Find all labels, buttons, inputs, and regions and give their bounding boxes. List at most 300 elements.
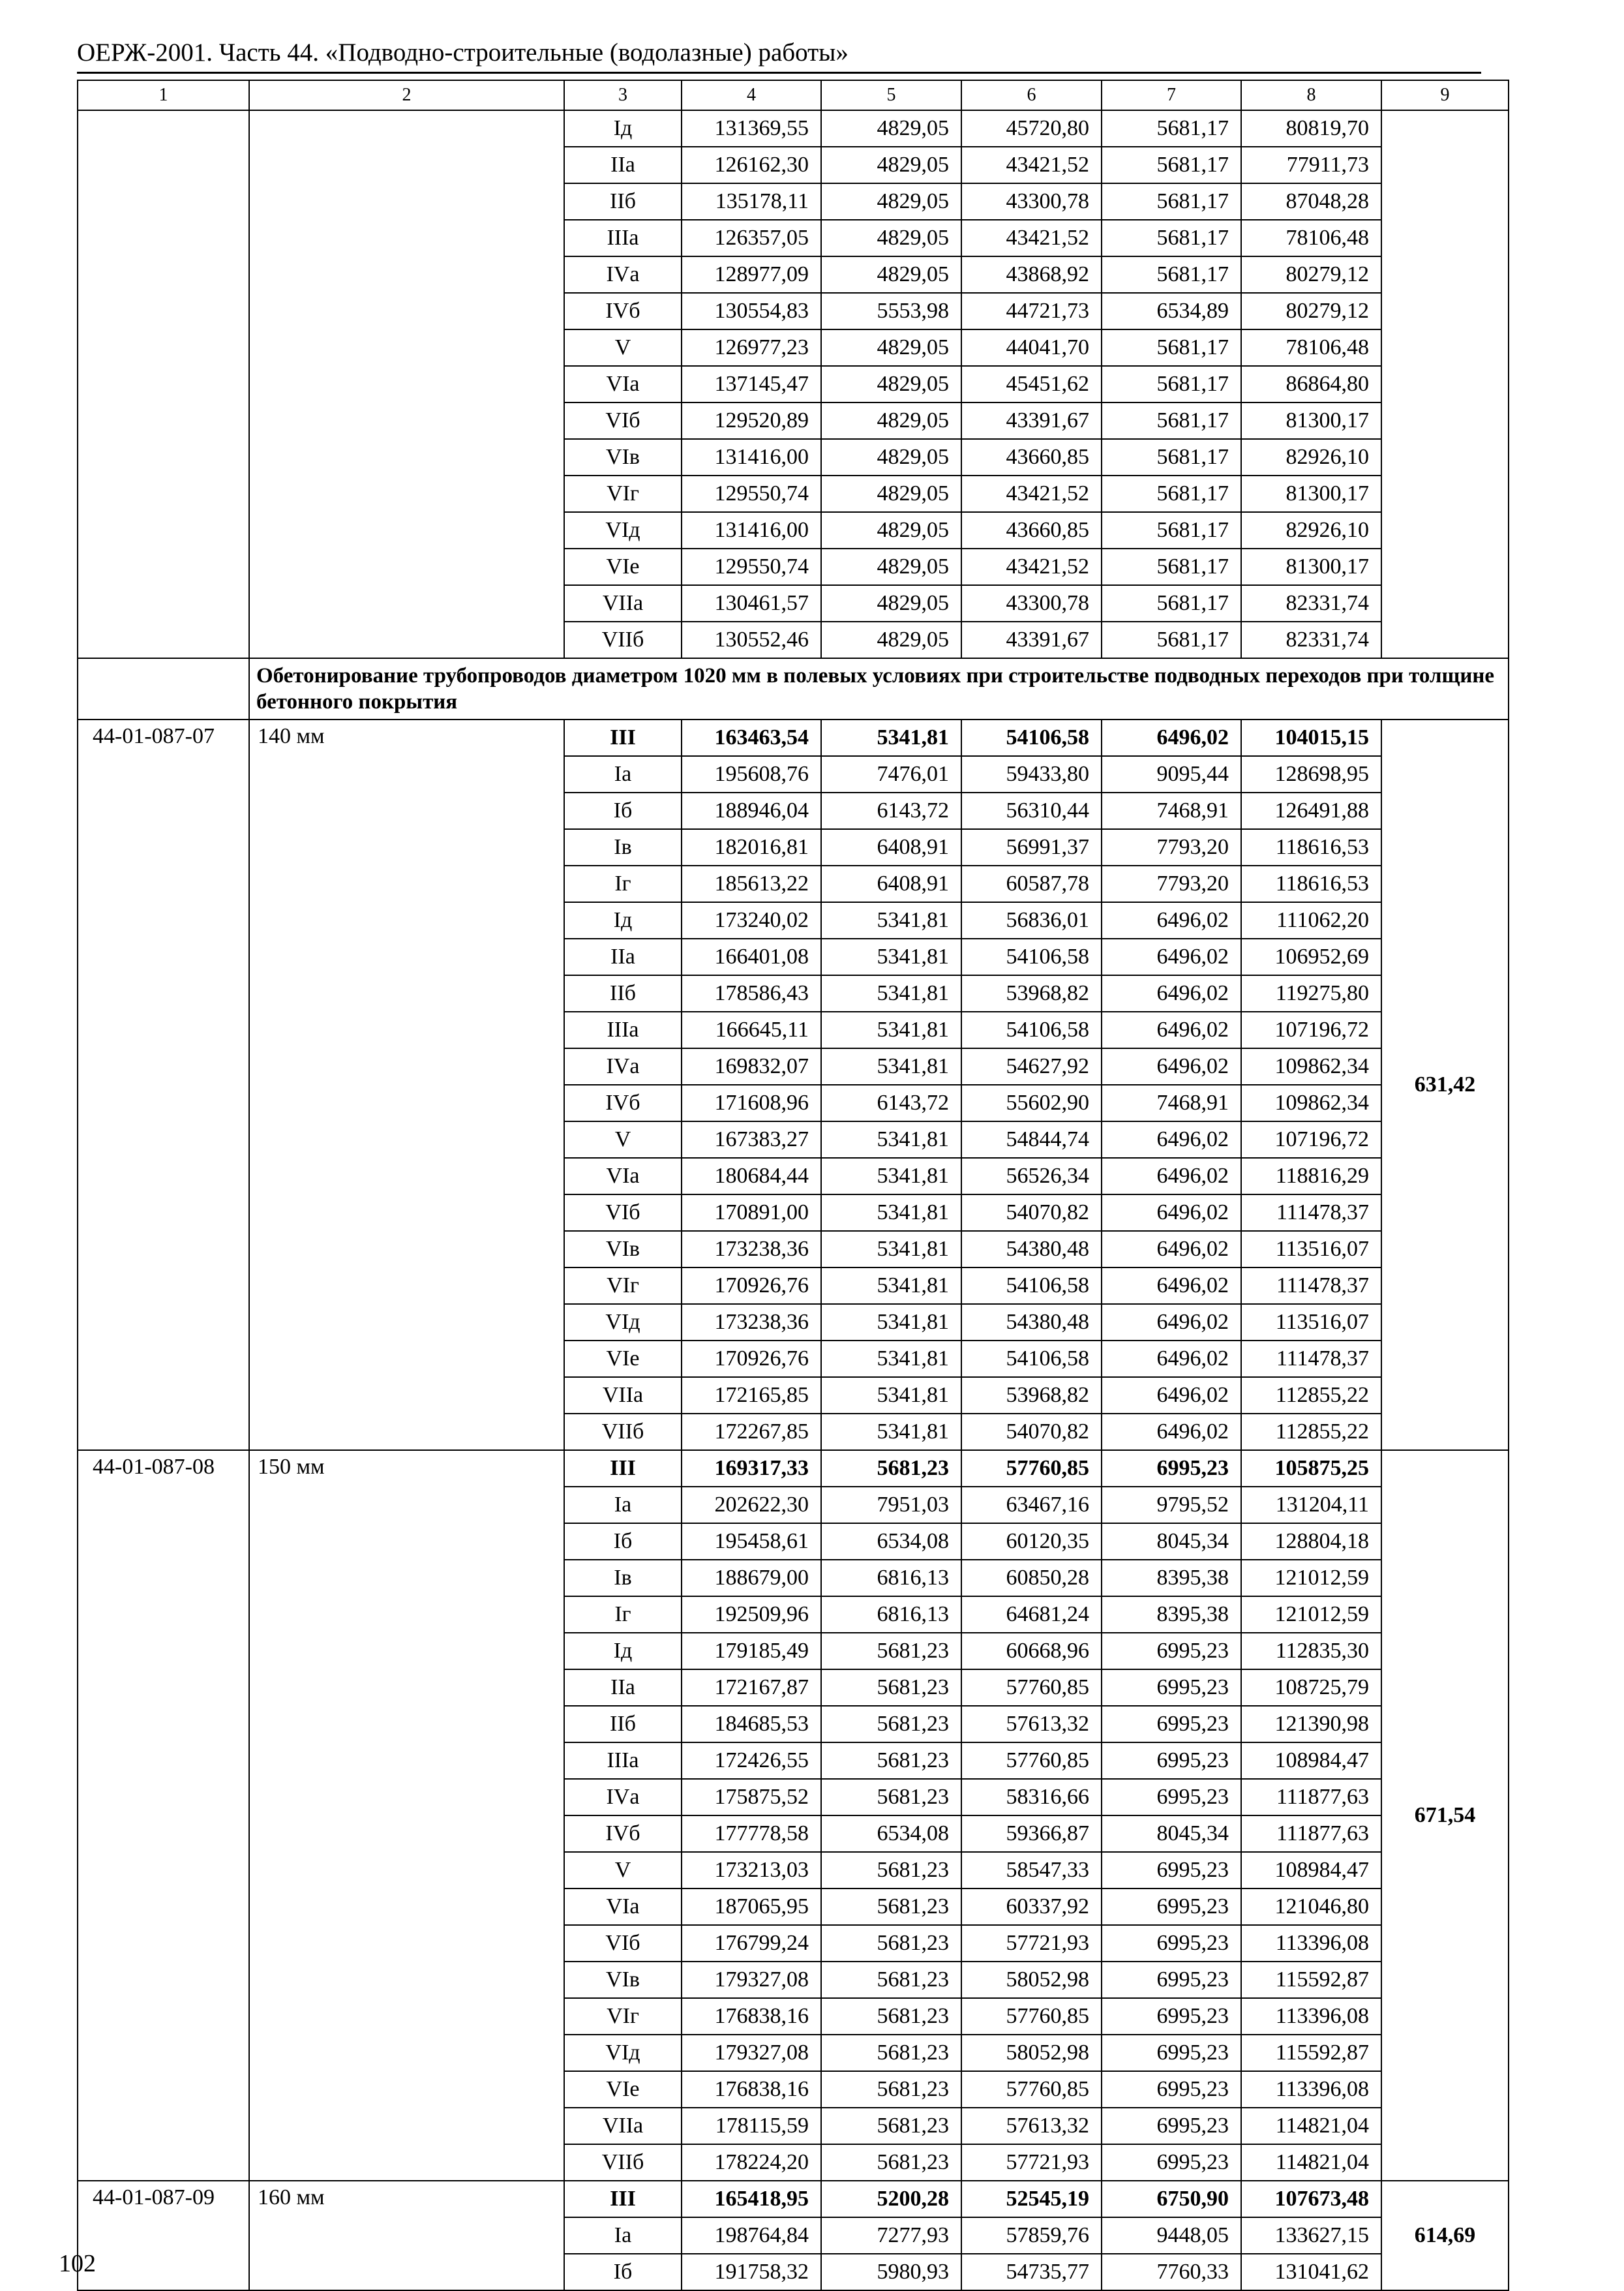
value-cell: 82331,74	[1241, 622, 1381, 658]
value-cell: 9095,44	[1102, 756, 1241, 793]
value-cell: 57721,93	[961, 1925, 1102, 1962]
value-cell: 176799,24	[682, 1925, 821, 1962]
value-cell: 57760,85	[961, 1742, 1102, 1779]
value-cell: 8395,38	[1102, 1596, 1241, 1633]
value-cell: 53968,82	[961, 975, 1102, 1012]
value-cell: 129550,74	[682, 549, 821, 585]
value-cell: 54380,48	[961, 1304, 1102, 1341]
value-cell: 179185,49	[682, 1633, 821, 1669]
rates-table-body	[78, 80, 1509, 2290]
column-header: 4	[682, 80, 821, 110]
value-cell: 173238,36	[682, 1304, 821, 1341]
value-cell: 60120,35	[961, 1523, 1102, 1560]
value-cell: 6496,02	[1102, 939, 1241, 975]
value-cell: 5681,23	[821, 2071, 961, 2108]
value-cell: 6995,23	[1102, 1706, 1241, 1742]
value-cell: 58052,98	[961, 1962, 1102, 1998]
value-cell: 112835,30	[1241, 1633, 1381, 1669]
value-cell: 58052,98	[961, 2035, 1102, 2071]
category-cell: VIг	[564, 476, 682, 512]
header-rule	[77, 72, 1481, 74]
value-cell: 111062,20	[1241, 902, 1381, 939]
category-cell: VIв	[564, 1962, 682, 1998]
value-cell: 4829,05	[821, 585, 961, 622]
value-cell: 129550,74	[682, 476, 821, 512]
value-cell: 4829,05	[821, 366, 961, 402]
value-cell: 60587,78	[961, 866, 1102, 902]
section-code-cell	[78, 658, 249, 720]
value-cell: 131416,00	[682, 439, 821, 476]
value-cell: 177778,58	[682, 1815, 821, 1852]
column-header: 1	[78, 80, 249, 110]
value-cell: 6496,02	[1102, 1231, 1241, 1267]
value-cell: 55602,90	[961, 1085, 1102, 1121]
value-cell: 176838,16	[682, 1998, 821, 2035]
value-cell: 119275,80	[1241, 975, 1381, 1012]
value-cell: 6995,23	[1102, 2071, 1241, 2108]
value-cell: 5341,81	[821, 1267, 961, 1304]
value-cell: 6496,02	[1102, 1194, 1241, 1231]
value-cell: 5341,81	[821, 939, 961, 975]
value-cell: 104015,15	[1241, 720, 1381, 756]
value-cell: 5681,17	[1102, 256, 1241, 293]
value-cell: 126162,30	[682, 147, 821, 183]
category-cell: IIIа	[564, 1742, 682, 1779]
value-cell: 4829,05	[821, 439, 961, 476]
category-cell: IIб	[564, 183, 682, 220]
column-header: 3	[564, 80, 682, 110]
value-cell: 59433,80	[961, 756, 1102, 793]
value-cell: 111478,37	[1241, 1194, 1381, 1231]
value-cell: 6995,23	[1102, 1889, 1241, 1925]
value-cell: 126977,23	[682, 329, 821, 366]
value-cell: 113396,08	[1241, 2071, 1381, 2108]
value-cell: 58316,66	[961, 1779, 1102, 1815]
value-cell: 5341,81	[821, 1121, 961, 1158]
value-cell: 57760,85	[961, 1669, 1102, 1706]
value-cell: 78106,48	[1241, 329, 1381, 366]
value-cell: 192509,96	[682, 1596, 821, 1633]
category-cell: VIд	[564, 512, 682, 549]
value-cell: 5341,81	[821, 1341, 961, 1377]
value-cell: 9795,52	[1102, 1487, 1241, 1523]
category-cell: VIе	[564, 1341, 682, 1377]
value-cell: 43391,67	[961, 622, 1102, 658]
value-cell: 113516,07	[1241, 1304, 1381, 1341]
value-cell: 131369,55	[682, 110, 821, 147]
category-cell: VIIб	[564, 1414, 682, 1450]
value-cell: 5681,23	[821, 1450, 961, 1487]
value-cell: 6995,23	[1102, 1669, 1241, 1706]
value-cell: 106952,69	[1241, 939, 1381, 975]
category-cell: Iа	[564, 1487, 682, 1523]
category-cell: VIе	[564, 2071, 682, 2108]
value-cell: 54070,82	[961, 1194, 1102, 1231]
value-cell: 179327,08	[682, 1962, 821, 1998]
value-cell: 60337,92	[961, 1889, 1102, 1925]
table-row	[78, 1450, 1509, 1487]
category-cell: VIб	[564, 402, 682, 439]
value-cell: 5341,81	[821, 1414, 961, 1450]
value-cell: 184685,53	[682, 1706, 821, 1742]
value-cell: 43421,52	[961, 476, 1102, 512]
value-cell: 82926,10	[1241, 512, 1381, 549]
category-cell: III	[564, 720, 682, 756]
value-cell: 5681,17	[1102, 585, 1241, 622]
value-cell: 171608,96	[682, 1085, 821, 1121]
value-cell: 6995,23	[1102, 2144, 1241, 2181]
value-cell: 54735,77	[961, 2254, 1102, 2290]
value-cell: 81300,17	[1241, 476, 1381, 512]
category-cell: Iа	[564, 756, 682, 793]
value-cell: 4829,05	[821, 329, 961, 366]
value-cell: 6496,02	[1102, 1304, 1241, 1341]
value-cell: 175875,52	[682, 1779, 821, 1815]
value-cell: 7277,93	[821, 2217, 961, 2254]
value-cell: 5681,17	[1102, 110, 1241, 147]
category-cell: IVа	[564, 256, 682, 293]
value-cell: 57721,93	[961, 2144, 1102, 2181]
value-cell: 5681,17	[1102, 366, 1241, 402]
item-code: 44-01-087-08	[78, 1450, 249, 2181]
value-cell: 43300,78	[961, 183, 1102, 220]
item-extra-value: 631,42	[1381, 720, 1509, 1450]
value-cell: 178115,59	[682, 2108, 821, 2144]
value-cell: 108725,79	[1241, 1669, 1381, 1706]
value-cell: 6816,13	[821, 1560, 961, 1596]
code-cell	[78, 110, 249, 658]
value-cell: 112855,22	[1241, 1414, 1381, 1450]
value-cell: 82331,74	[1241, 585, 1381, 622]
value-cell: 135178,11	[682, 183, 821, 220]
value-cell: 4829,05	[821, 183, 961, 220]
category-cell: Iа	[564, 2217, 682, 2254]
value-cell: 5681,23	[821, 1706, 961, 1742]
value-cell: 45720,80	[961, 110, 1102, 147]
value-cell: 57859,76	[961, 2217, 1102, 2254]
category-cell: VIг	[564, 1267, 682, 1304]
value-cell: 6408,91	[821, 829, 961, 866]
value-cell: 180684,44	[682, 1158, 821, 1194]
value-cell: 111478,37	[1241, 1267, 1381, 1304]
value-cell: 44721,73	[961, 293, 1102, 329]
value-cell: 6496,02	[1102, 1012, 1241, 1048]
value-cell: 5341,81	[821, 720, 961, 756]
category-cell: VIг	[564, 1998, 682, 2035]
value-cell: 6995,23	[1102, 2108, 1241, 2144]
value-cell: 6496,02	[1102, 1414, 1241, 1450]
category-cell: VIIа	[564, 2108, 682, 2144]
column-header: 2	[249, 80, 564, 110]
value-cell: 5681,23	[821, 1998, 961, 2035]
category-cell: VIв	[564, 1231, 682, 1267]
value-cell: 6534,08	[821, 1523, 961, 1560]
value-cell: 86864,80	[1241, 366, 1381, 402]
value-cell: 5341,81	[821, 1304, 961, 1341]
value-cell: 173213,03	[682, 1852, 821, 1889]
value-cell: 170926,76	[682, 1267, 821, 1304]
value-cell: 6534,89	[1102, 293, 1241, 329]
value-cell: 52545,19	[961, 2181, 1102, 2217]
value-cell: 202622,30	[682, 1487, 821, 1523]
value-cell: 6995,23	[1102, 1962, 1241, 1998]
value-cell: 7760,33	[1102, 2254, 1241, 2290]
value-cell: 126357,05	[682, 220, 821, 256]
category-cell: IIб	[564, 975, 682, 1012]
category-cell: III	[564, 2181, 682, 2217]
value-cell: 6496,02	[1102, 1158, 1241, 1194]
section-title: Обетонирование трубопроводов диаметром 1020 мм в полевых условиях при строительстве подводных переходов при толщине бетонного покрытия	[249, 658, 1509, 720]
value-cell: 63467,16	[961, 1487, 1102, 1523]
value-cell: 4829,05	[821, 622, 961, 658]
value-cell: 54106,58	[961, 1267, 1102, 1304]
value-cell: 5341,81	[821, 1377, 961, 1414]
category-cell: VIд	[564, 2035, 682, 2071]
value-cell: 6995,23	[1102, 2035, 1241, 2071]
value-cell: 112855,22	[1241, 1377, 1381, 1414]
category-cell: Iд	[564, 110, 682, 147]
value-cell: 5681,23	[821, 1742, 961, 1779]
rates-table	[77, 80, 1509, 2291]
value-cell: 57760,85	[961, 2071, 1102, 2108]
value-cell: 172165,85	[682, 1377, 821, 1414]
value-cell: 4829,05	[821, 402, 961, 439]
value-cell: 5681,17	[1102, 512, 1241, 549]
column-header: 7	[1102, 80, 1241, 110]
value-cell: 191758,32	[682, 2254, 821, 2290]
value-cell: 6496,02	[1102, 975, 1241, 1012]
category-cell: Iд	[564, 902, 682, 939]
category-cell: Iв	[564, 829, 682, 866]
value-cell: 4829,05	[821, 147, 961, 183]
value-cell: 5341,81	[821, 902, 961, 939]
category-cell: VIб	[564, 1925, 682, 1962]
item-extra-value: 671,54	[1381, 1450, 1509, 2181]
value-cell: 178586,43	[682, 975, 821, 1012]
table-row	[78, 110, 1509, 147]
value-cell: 9448,05	[1102, 2217, 1241, 2254]
value-cell: 4829,05	[821, 110, 961, 147]
value-cell: 7476,01	[821, 756, 961, 793]
value-cell: 6750,90	[1102, 2181, 1241, 2217]
value-cell: 57613,32	[961, 1706, 1102, 1742]
value-cell: 6496,02	[1102, 1341, 1241, 1377]
category-cell: IVа	[564, 1048, 682, 1085]
value-cell: 5681,17	[1102, 622, 1241, 658]
value-cell: 126491,88	[1241, 793, 1381, 829]
value-cell: 56991,37	[961, 829, 1102, 866]
category-cell: VIIа	[564, 1377, 682, 1414]
page-number: 102	[59, 2250, 96, 2277]
value-cell: 113396,08	[1241, 1925, 1381, 1962]
value-cell: 7951,03	[821, 1487, 961, 1523]
value-cell: 7793,20	[1102, 829, 1241, 866]
value-cell: 107673,48	[1241, 2181, 1381, 2217]
value-cell: 43421,52	[961, 549, 1102, 585]
value-cell: 6995,23	[1102, 1925, 1241, 1962]
value-cell: 5681,17	[1102, 402, 1241, 439]
value-cell: 121012,59	[1241, 1560, 1381, 1596]
value-cell: 54106,58	[961, 939, 1102, 975]
value-cell: 109862,34	[1241, 1048, 1381, 1085]
category-cell: III	[564, 1450, 682, 1487]
value-cell: 56310,44	[961, 793, 1102, 829]
value-cell: 6995,23	[1102, 1779, 1241, 1815]
value-cell: 80279,12	[1241, 256, 1381, 293]
column-header: 5	[821, 80, 961, 110]
value-cell: 54106,58	[961, 720, 1102, 756]
value-cell: 80279,12	[1241, 293, 1381, 329]
value-cell: 54380,48	[961, 1231, 1102, 1267]
value-cell: 172167,87	[682, 1669, 821, 1706]
value-cell: 44041,70	[961, 329, 1102, 366]
value-cell: 54627,92	[961, 1048, 1102, 1085]
category-cell: VIIа	[564, 585, 682, 622]
value-cell: 43391,67	[961, 402, 1102, 439]
value-cell: 130554,83	[682, 293, 821, 329]
value-cell: 108984,47	[1241, 1742, 1381, 1779]
value-cell: 114821,04	[1241, 2108, 1381, 2144]
value-cell: 107196,72	[1241, 1012, 1381, 1048]
value-cell: 121390,98	[1241, 1706, 1381, 1742]
value-cell: 6995,23	[1102, 1633, 1241, 1669]
value-cell: 54844,74	[961, 1121, 1102, 1158]
category-cell: VIд	[564, 1304, 682, 1341]
value-cell: 130461,57	[682, 585, 821, 622]
value-cell: 128977,09	[682, 256, 821, 293]
value-cell: 5341,81	[821, 1194, 961, 1231]
value-cell: 5341,81	[821, 1158, 961, 1194]
value-cell: 43868,92	[961, 256, 1102, 293]
value-cell: 131416,00	[682, 512, 821, 549]
category-cell: IIа	[564, 939, 682, 975]
section-title-row	[78, 658, 1509, 720]
value-cell: 43300,78	[961, 585, 1102, 622]
value-cell: 5681,17	[1102, 329, 1241, 366]
value-cell: 54106,58	[961, 1341, 1102, 1377]
column-header: 6	[961, 80, 1102, 110]
value-cell: 166401,08	[682, 939, 821, 975]
value-cell: 5681,23	[821, 1962, 961, 1998]
category-cell: IIа	[564, 147, 682, 183]
value-cell: 5681,23	[821, 2108, 961, 2144]
value-cell: 4829,05	[821, 476, 961, 512]
value-cell: 45451,62	[961, 366, 1102, 402]
extra-cell	[1381, 110, 1509, 658]
category-cell: VIа	[564, 1158, 682, 1194]
value-cell: 57760,85	[961, 1998, 1102, 2035]
value-cell: 128698,95	[1241, 756, 1381, 793]
value-cell: 118816,29	[1241, 1158, 1381, 1194]
value-cell: 167383,27	[682, 1121, 821, 1158]
value-cell: 80819,70	[1241, 110, 1381, 147]
column-header-row	[78, 80, 1509, 110]
value-cell: 185613,22	[682, 866, 821, 902]
category-cell: VIIб	[564, 2144, 682, 2181]
value-cell: 6995,23	[1102, 1998, 1241, 2035]
value-cell: 114821,04	[1241, 2144, 1381, 2181]
column-header: 9	[1381, 80, 1509, 110]
value-cell: 113516,07	[1241, 1231, 1381, 1267]
value-cell: 195458,61	[682, 1523, 821, 1560]
value-cell: 6143,72	[821, 793, 961, 829]
value-cell: 5200,28	[821, 2181, 961, 2217]
item-code: 44-01-087-09	[78, 2181, 249, 2290]
value-cell: 173240,02	[682, 902, 821, 939]
category-cell: V	[564, 1852, 682, 1889]
category-cell: VIIб	[564, 622, 682, 658]
category-cell: VIе	[564, 549, 682, 585]
value-cell: 5681,17	[1102, 220, 1241, 256]
value-cell: 77911,73	[1241, 147, 1381, 183]
value-cell: 64681,24	[961, 1596, 1102, 1633]
value-cell: 109862,34	[1241, 1085, 1381, 1121]
value-cell: 6496,02	[1102, 1267, 1241, 1304]
value-cell: 59366,87	[961, 1815, 1102, 1852]
category-cell: Iб	[564, 793, 682, 829]
value-cell: 187065,95	[682, 1889, 821, 1925]
value-cell: 172267,85	[682, 1414, 821, 1450]
value-cell: 5341,81	[821, 1048, 961, 1085]
category-cell: IVб	[564, 293, 682, 329]
value-cell: 8395,38	[1102, 1560, 1241, 1596]
value-cell: 7793,20	[1102, 866, 1241, 902]
value-cell: 176838,16	[682, 2071, 821, 2108]
value-cell: 170891,00	[682, 1194, 821, 1231]
value-cell: 5681,23	[821, 1925, 961, 1962]
value-cell: 6496,02	[1102, 720, 1241, 756]
value-cell: 129520,89	[682, 402, 821, 439]
value-cell: 128804,18	[1241, 1523, 1381, 1560]
value-cell: 53968,82	[961, 1377, 1102, 1414]
value-cell: 4829,05	[821, 549, 961, 585]
value-cell: 6496,02	[1102, 902, 1241, 939]
value-cell: 5681,23	[821, 1669, 961, 1706]
value-cell: 87048,28	[1241, 183, 1381, 220]
value-cell: 118616,53	[1241, 829, 1381, 866]
value-cell: 179327,08	[682, 2035, 821, 2071]
value-cell: 56836,01	[961, 902, 1102, 939]
value-cell: 188946,04	[682, 793, 821, 829]
value-cell: 172426,55	[682, 1742, 821, 1779]
value-cell: 5681,17	[1102, 183, 1241, 220]
value-cell: 43660,85	[961, 512, 1102, 549]
value-cell: 6496,02	[1102, 1121, 1241, 1158]
value-cell: 8045,34	[1102, 1815, 1241, 1852]
category-cell: IIб	[564, 1706, 682, 1742]
value-cell: 5681,23	[821, 2144, 961, 2181]
value-cell: 111478,37	[1241, 1341, 1381, 1377]
category-cell: IVб	[564, 1085, 682, 1121]
value-cell: 4829,05	[821, 256, 961, 293]
value-cell: 5341,81	[821, 1012, 961, 1048]
category-cell: Iд	[564, 1633, 682, 1669]
value-cell: 188679,00	[682, 1560, 821, 1596]
value-cell: 6534,08	[821, 1815, 961, 1852]
value-cell: 5341,81	[821, 975, 961, 1012]
value-cell: 81300,17	[1241, 549, 1381, 585]
table-row	[78, 720, 1509, 756]
value-cell: 5681,17	[1102, 549, 1241, 585]
value-cell: 121046,80	[1241, 1889, 1381, 1925]
category-cell: VIв	[564, 439, 682, 476]
value-cell: 4829,05	[821, 220, 961, 256]
value-cell: 165418,95	[682, 2181, 821, 2217]
category-cell: IIа	[564, 1669, 682, 1706]
value-cell: 43660,85	[961, 439, 1102, 476]
value-cell: 115592,87	[1241, 2035, 1381, 2071]
category-cell: V	[564, 1121, 682, 1158]
